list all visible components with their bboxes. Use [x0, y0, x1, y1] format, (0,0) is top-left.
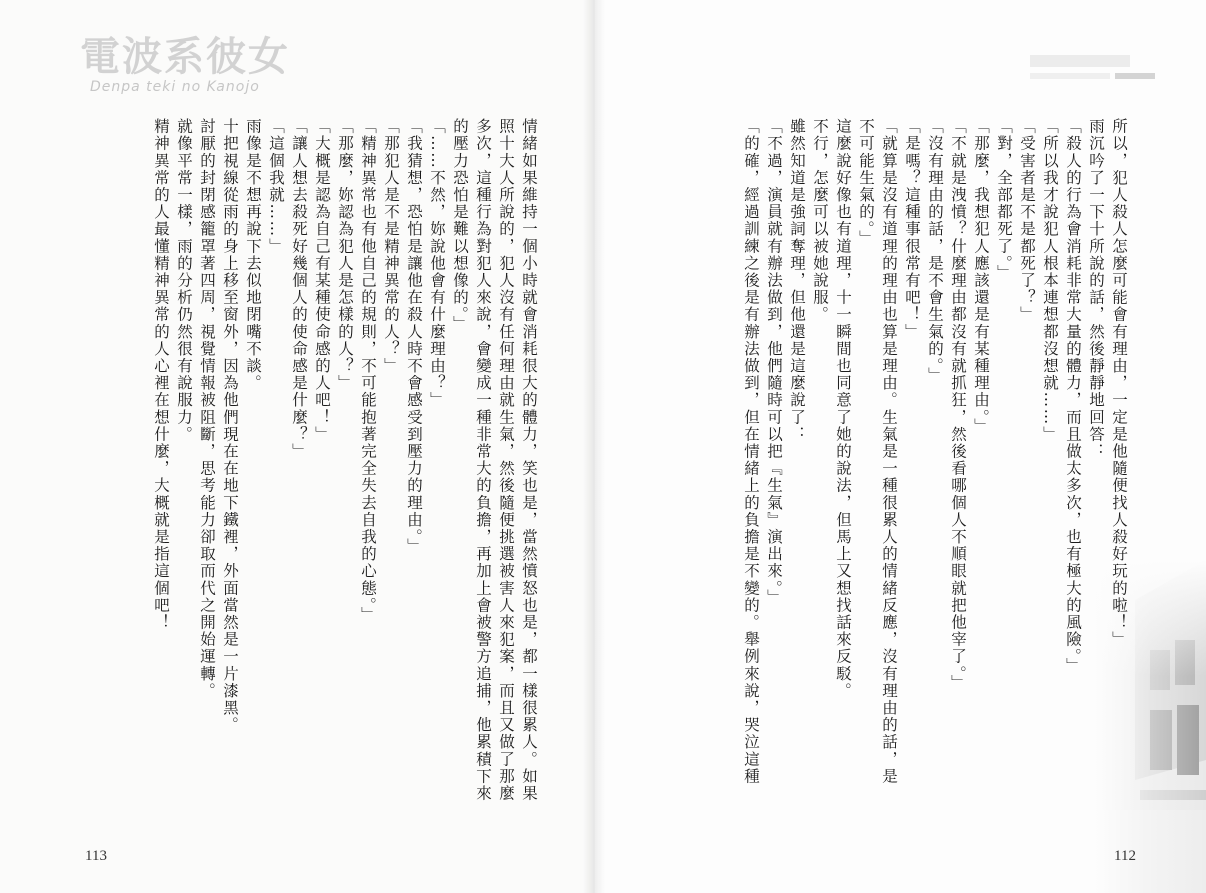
- page-number-right: 112: [1114, 848, 1136, 864]
- text-line: 「我猜想，恐怕是讓他在殺人時不會感受到壓力的理由。」: [405, 118, 423, 555]
- mini-logo-bar: [1115, 73, 1155, 79]
- text-line: 「那麼，妳認為犯人是怎樣的人？」: [336, 118, 354, 392]
- text-line: 「大概是認為自己有某種使命感的人吧！」: [313, 118, 331, 443]
- text-line: 的壓力恐怕是難以想像的。」: [451, 118, 469, 333]
- text-line: 精神異常的人最懂精神異常的人心裡在想什麼，大概就是指這個吧！: [152, 118, 170, 631]
- text-line: 「不過，演員就有辦法做到，他們隨時可以把『生氣』演出來。」: [765, 118, 783, 607]
- text-line: 「所以我才說犯人根本連想都沒想就……」: [1041, 118, 1059, 443]
- text-line: 雖然知道是強詞奪理，但他還是這麼說了：: [788, 118, 806, 443]
- mini-logo-bar: [1030, 73, 1110, 79]
- text-line: 「的確，經過訓練之後是有辦法做到，但在情緒上的負擔是不變的。舉例來說，哭泣這種: [742, 118, 760, 785]
- page-number-left: 113: [85, 848, 107, 864]
- text-line: 「那犯人是不是精神異常的人？」: [382, 118, 400, 375]
- text-line: 「是嗎？這種事很常有吧！」: [903, 118, 921, 341]
- text-line: 「不就是洩憤？什麼理由都沒有就抓狂，然後看哪個人不順眼就把他宰了。」: [949, 118, 967, 692]
- text-line: 「那麼，我想犯人應該還是有某種理由。」: [972, 118, 990, 436]
- text-line: 雨像是不想再說下去似地閉嘴不談。: [244, 118, 262, 392]
- text-line: 情緒如果維持一個小時就會消耗很大的體力，笑也是，當然憤怒也是，都一樣很累人。如果: [520, 118, 538, 802]
- text-line: 「就算是沒有道理的理由也算是理由。生氣是一種很累人的情緒反應，沒有理由的話，是: [880, 118, 898, 785]
- text-line: 「讓人想去殺死好幾個人的使命感是什麼？」: [290, 118, 308, 460]
- text-line: 「殺人的行為會消耗非常大量的體力，而且做太多次，也有極大的風險。」: [1064, 118, 1082, 675]
- book-logo: [80, 35, 290, 95]
- logo-romaji: Denpa teki no Kanojo: [90, 79, 260, 95]
- text-line: 雨沉吟了一下十所說的話，然後靜靜地回答：: [1087, 118, 1105, 460]
- text-line: 這麼說好像也有道理，十一瞬間也同意了她的說法，但馬上又想找話來反駁。: [834, 118, 852, 700]
- right-page-text: [590, 118, 1130, 848]
- header-mini-logo: [1030, 55, 1170, 105]
- text-line: 不行，怎麼可以被她說服。: [811, 118, 829, 324]
- text-line: 「……不然，妳說他會有什麼理由？」: [428, 118, 446, 409]
- text-line: 照十大人所說的，犯人沒有任何理由就生氣，然後隨便挑選被害人來犯案，而且又做了那麼: [497, 118, 515, 802]
- text-line: 十把視線從雨的身上移至窗外，因為他們現在在地下鐵裡，外面當然是一片漆黑。: [221, 118, 239, 734]
- text-line: 「對，全部都死了。」: [995, 118, 1013, 282]
- text-line: 「沒有理由的話，是不會生氣的。」: [926, 118, 944, 384]
- text-line: 「精神異常也有他自己的規則，不可能抱著完全失去自我的心態。」: [359, 118, 377, 624]
- logo-title: 電波系彼女: [80, 33, 290, 80]
- mini-logo-bar: [1030, 55, 1130, 67]
- text-line: 討厭的封閉感籠罩著四周，視覺情報被阻斷，思考能力卻取而代之開始運轉。: [198, 118, 216, 700]
- text-line: 「這個我就……」: [267, 118, 285, 255]
- text-line: 就像平常一樣，雨的分析仍然很有說服力。: [175, 118, 193, 443]
- left-page-text: [78, 118, 540, 848]
- text-line: 不可能生氣的。」: [857, 118, 875, 248]
- text-line: 「受害者是不是都死了？」: [1018, 118, 1036, 324]
- text-line: 多次，這種行為對犯人來說，會變成一種非常大的負擔，再加上會被警方追捕，他累積下來: [474, 118, 492, 802]
- text-line: 所以，犯人殺人怎麼可能會有理由，一定是他隨便找人殺好玩的啦！」: [1110, 118, 1128, 649]
